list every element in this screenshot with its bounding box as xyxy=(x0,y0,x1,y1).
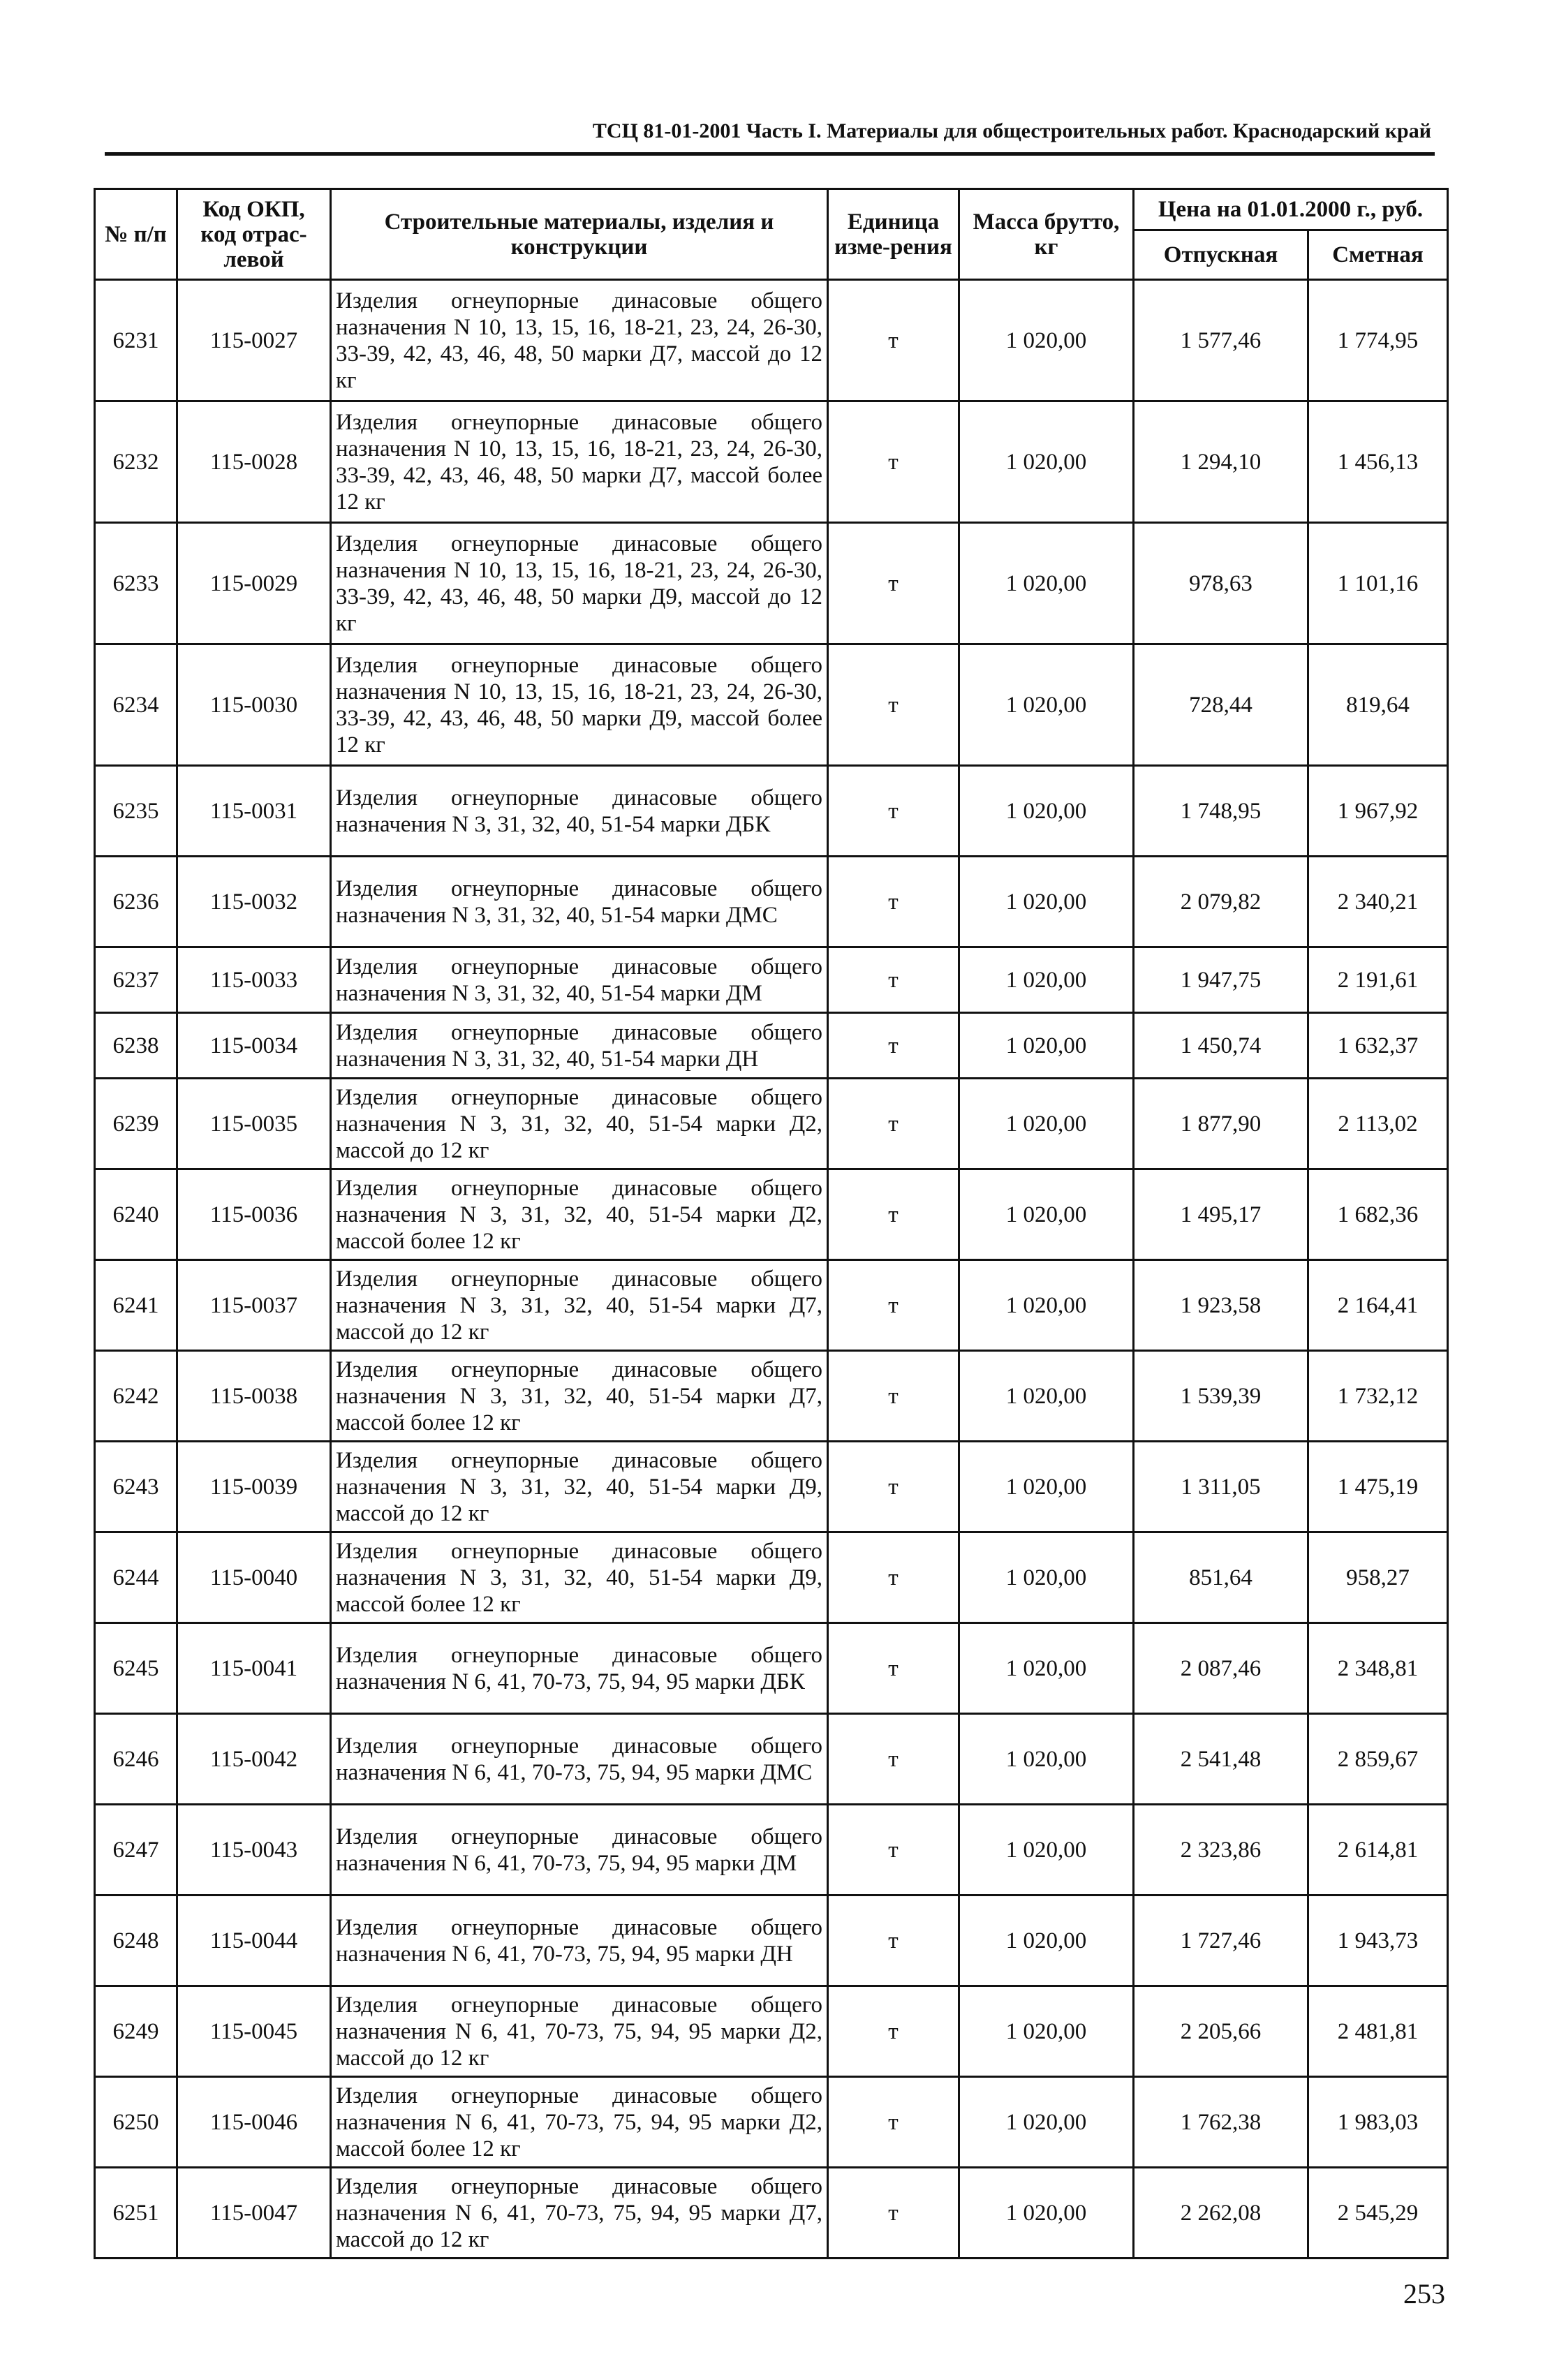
row-mass: 1 020,00 xyxy=(959,1805,1134,1895)
row-release-price: 2 087,46 xyxy=(1134,1623,1308,1714)
row-release-price: 851,64 xyxy=(1134,1532,1308,1623)
row-mass: 1 020,00 xyxy=(959,857,1134,947)
row-description: Изделия огнеупорные динасовые общего назначения N 6, 41, 70-73, 75, 94, 95 марки Д2, массой до 12 кг xyxy=(331,1986,828,2077)
row-mass: 1 020,00 xyxy=(959,1623,1134,1714)
row-unit: т xyxy=(828,1895,959,1986)
table-row xyxy=(95,2077,1448,2168)
row-estimate-price: 1 983,03 xyxy=(1308,2077,1448,2168)
row-unit: т xyxy=(828,947,959,1013)
row-code: 115-0031 xyxy=(177,766,331,857)
row-release-price: 728,44 xyxy=(1134,644,1308,766)
table-row xyxy=(95,1532,1448,1623)
materials-table xyxy=(94,188,1449,2259)
table-row xyxy=(95,1895,1448,1986)
row-estimate-price: 1 774,95 xyxy=(1308,280,1448,401)
row-num: 6231 xyxy=(95,280,177,401)
row-unit: т xyxy=(828,1986,959,2077)
page-header: ТСЦ 81-01-2001 Часть I. Материалы для общестроительных работ. Краснодарский край xyxy=(592,119,1431,142)
row-code: 115-0038 xyxy=(177,1351,331,1442)
row-release-price: 1 450,74 xyxy=(1134,1013,1308,1079)
row-num: 6239 xyxy=(95,1079,177,1169)
row-code: 115-0039 xyxy=(177,1442,331,1532)
col-header-estimate: Сметная xyxy=(1308,230,1448,280)
row-unit: т xyxy=(828,1260,959,1351)
row-code: 115-0040 xyxy=(177,1532,331,1623)
row-num: 6238 xyxy=(95,1013,177,1079)
table-row xyxy=(95,857,1448,947)
row-num: 6237 xyxy=(95,947,177,1013)
row-mass: 1 020,00 xyxy=(959,1260,1134,1351)
row-mass: 1 020,00 xyxy=(959,1079,1134,1169)
table-row xyxy=(95,644,1448,766)
row-unit: т xyxy=(828,280,959,401)
row-num: 6232 xyxy=(95,401,177,523)
row-release-price: 1 495,17 xyxy=(1134,1169,1308,1260)
table-row xyxy=(95,1805,1448,1895)
row-mass: 1 020,00 xyxy=(959,644,1134,766)
row-unit: т xyxy=(828,1532,959,1623)
row-code: 115-0036 xyxy=(177,1169,331,1260)
row-release-price: 1 294,10 xyxy=(1134,401,1308,523)
row-description: Изделия огнеупорные динасовые общего назначения N 6, 41, 70-73, 75, 94, 95 марки ДБК xyxy=(331,1623,828,1714)
col-header-desc: Строительные материалы, изделия и конструкции xyxy=(331,189,828,280)
row-unit: т xyxy=(828,2077,959,2168)
row-num: 6249 xyxy=(95,1986,177,2077)
table-row xyxy=(95,947,1448,1013)
row-mass: 1 020,00 xyxy=(959,947,1134,1013)
row-mass: 1 020,00 xyxy=(959,2077,1134,2168)
table-row xyxy=(95,280,1448,401)
row-description: Изделия огнеупорные динасовые общего назначения N 6, 41, 70-73, 75, 94, 95 марки ДМ xyxy=(331,1805,828,1895)
row-mass: 1 020,00 xyxy=(959,1169,1134,1260)
row-estimate-price: 958,27 xyxy=(1308,1532,1448,1623)
row-code: 115-0029 xyxy=(177,523,331,644)
row-estimate-price: 2 164,41 xyxy=(1308,1260,1448,1351)
row-mass: 1 020,00 xyxy=(959,766,1134,857)
row-release-price: 1 311,05 xyxy=(1134,1442,1308,1532)
row-code: 115-0027 xyxy=(177,280,331,401)
row-num: 6236 xyxy=(95,857,177,947)
row-release-price: 2 323,86 xyxy=(1134,1805,1308,1895)
table-row xyxy=(95,1714,1448,1805)
table-row xyxy=(95,766,1448,857)
row-description: Изделия огнеупорные динасовые общего назначения N 3, 31, 32, 40, 51-54 марки Д7, массой более 12 кг xyxy=(331,1351,828,1442)
row-release-price: 978,63 xyxy=(1134,523,1308,644)
table-row xyxy=(95,401,1448,523)
table-row xyxy=(95,1623,1448,1714)
row-unit: т xyxy=(828,1623,959,1714)
row-code: 115-0030 xyxy=(177,644,331,766)
row-estimate-price: 2 859,67 xyxy=(1308,1714,1448,1805)
row-estimate-price: 2 545,29 xyxy=(1308,2168,1448,2259)
row-estimate-price: 2 113,02 xyxy=(1308,1079,1448,1169)
row-code: 115-0032 xyxy=(177,857,331,947)
row-unit: т xyxy=(828,523,959,644)
row-num: 6244 xyxy=(95,1532,177,1623)
row-mass: 1 020,00 xyxy=(959,401,1134,523)
row-unit: т xyxy=(828,857,959,947)
row-release-price: 2 079,82 xyxy=(1134,857,1308,947)
row-description: Изделия огнеупорные динасовые общего назначения N 3, 31, 32, 40, 51-54 марки ДБК xyxy=(331,766,828,857)
row-code: 115-0043 xyxy=(177,1805,331,1895)
row-description: Изделия огнеупорные динасовые общего назначения N 3, 31, 32, 40, 51-54 марки ДН xyxy=(331,1013,828,1079)
header-rule xyxy=(105,152,1435,156)
row-unit: т xyxy=(828,1079,959,1169)
row-description: Изделия огнеупорные динасовые общего назначения N 6, 41, 70-73, 75, 94, 95 марки Д2, массой более 12 кг xyxy=(331,2077,828,2168)
row-unit: т xyxy=(828,2168,959,2259)
row-estimate-price: 819,64 xyxy=(1308,644,1448,766)
row-estimate-price: 2 614,81 xyxy=(1308,1805,1448,1895)
row-num: 6245 xyxy=(95,1623,177,1714)
row-release-price: 1 923,58 xyxy=(1134,1260,1308,1351)
row-mass: 1 020,00 xyxy=(959,1532,1134,1623)
row-release-price: 2 541,48 xyxy=(1134,1714,1308,1805)
row-unit: т xyxy=(828,1013,959,1079)
row-num: 6247 xyxy=(95,1805,177,1895)
row-mass: 1 020,00 xyxy=(959,1351,1134,1442)
row-release-price: 1 727,46 xyxy=(1134,1895,1308,1986)
row-release-price: 1 762,38 xyxy=(1134,2077,1308,2168)
row-code: 115-0028 xyxy=(177,401,331,523)
col-header-unit: Единица изме-рения xyxy=(828,189,959,280)
row-code: 115-0037 xyxy=(177,1260,331,1351)
row-code: 115-0046 xyxy=(177,2077,331,2168)
row-description: Изделия огнеупорные динасовые общего назначения N 10, 13, 15, 16, 18-21, 23, 24, 26-30, 33-39, 42, 43, 46, 48, 50 марки Д7, массой более 12 кг xyxy=(331,401,828,523)
row-unit: т xyxy=(828,766,959,857)
row-num: 6243 xyxy=(95,1442,177,1532)
row-mass: 1 020,00 xyxy=(959,1895,1134,1986)
row-description: Изделия огнеупорные динасовые общего назначения N 10, 13, 15, 16, 18-21, 23, 24, 26-30, 33-39, 42, 43, 46, 48, 50 марки Д9, массой более 12 кг xyxy=(331,644,828,766)
row-num: 6246 xyxy=(95,1714,177,1805)
row-description: Изделия огнеупорные динасовые общего назначения N 3, 31, 32, 40, 51-54 марки Д2, массой до 12 кг xyxy=(331,1079,828,1169)
row-description: Изделия огнеупорные динасовые общего назначения N 3, 31, 32, 40, 51-54 марки Д2, массой более 12 кг xyxy=(331,1169,828,1260)
row-mass: 1 020,00 xyxy=(959,1013,1134,1079)
row-mass: 1 020,00 xyxy=(959,1714,1134,1805)
row-num: 6235 xyxy=(95,766,177,857)
row-release-price: 1 947,75 xyxy=(1134,947,1308,1013)
row-estimate-price: 1 682,36 xyxy=(1308,1169,1448,1260)
row-release-price: 1 877,90 xyxy=(1134,1079,1308,1169)
row-description: Изделия огнеупорные динасовые общего назначения N 3, 31, 32, 40, 51-54 марки Д9, массой до 12 кг xyxy=(331,1442,828,1532)
row-code: 115-0041 xyxy=(177,1623,331,1714)
row-estimate-price: 1 101,16 xyxy=(1308,523,1448,644)
row-estimate-price: 2 340,21 xyxy=(1308,857,1448,947)
row-description: Изделия огнеупорные динасовые общего назначения N 6, 41, 70-73, 75, 94, 95 марки ДМС xyxy=(331,1714,828,1805)
row-num: 6233 xyxy=(95,523,177,644)
col-header-num: № п/п xyxy=(95,189,177,280)
row-code: 115-0035 xyxy=(177,1079,331,1169)
table-row xyxy=(95,523,1448,644)
row-description: Изделия огнеупорные динасовые общего назначения N 6, 41, 70-73, 75, 94, 95 марки ДН xyxy=(331,1895,828,1986)
row-num: 6240 xyxy=(95,1169,177,1260)
row-release-price: 1 539,39 xyxy=(1134,1351,1308,1442)
table-row xyxy=(95,1079,1448,1169)
table-row xyxy=(95,1260,1448,1351)
row-description: Изделия огнеупорные динасовые общего назначения N 6, 41, 70-73, 75, 94, 95 марки Д7, массой до 12 кг xyxy=(331,2168,828,2259)
row-description: Изделия огнеупорные динасовые общего назначения N 3, 31, 32, 40, 51-54 марки ДМ xyxy=(331,947,828,1013)
row-estimate-price: 1 456,13 xyxy=(1308,401,1448,523)
row-unit: т xyxy=(828,401,959,523)
row-description: Изделия огнеупорные динасовые общего назначения N 3, 31, 32, 40, 51-54 марки Д9, массой более 12 кг xyxy=(331,1532,828,1623)
row-mass: 1 020,00 xyxy=(959,280,1134,401)
row-mass: 1 020,00 xyxy=(959,1986,1134,2077)
table-body xyxy=(95,280,1448,2259)
table-row xyxy=(95,1351,1448,1442)
row-code: 115-0042 xyxy=(177,1714,331,1805)
row-estimate-price: 1 632,37 xyxy=(1308,1013,1448,1079)
row-mass: 1 020,00 xyxy=(959,1442,1134,1532)
row-description: Изделия огнеупорные динасовые общего назначения N 10, 13, 15, 16, 18-21, 23, 24, 26-30, 33-39, 42, 43, 46, 48, 50 марки Д7, массой до 12 кг xyxy=(331,280,828,401)
row-num: 6250 xyxy=(95,2077,177,2168)
row-unit: т xyxy=(828,1169,959,1260)
row-num: 6248 xyxy=(95,1895,177,1986)
col-header-code: Код ОКП, код отрас-левой xyxy=(177,189,331,280)
row-unit: т xyxy=(828,1714,959,1805)
row-num: 6242 xyxy=(95,1351,177,1442)
row-code: 115-0044 xyxy=(177,1895,331,1986)
row-unit: т xyxy=(828,1442,959,1532)
row-num: 6251 xyxy=(95,2168,177,2259)
col-header-release: Отпускная xyxy=(1134,230,1308,280)
row-code: 115-0047 xyxy=(177,2168,331,2259)
row-estimate-price: 1 967,92 xyxy=(1308,766,1448,857)
row-release-price: 2 205,66 xyxy=(1134,1986,1308,2077)
table-row xyxy=(95,1986,1448,2077)
row-estimate-price: 2 191,61 xyxy=(1308,947,1448,1013)
row-code: 115-0034 xyxy=(177,1013,331,1079)
row-unit: т xyxy=(828,1351,959,1442)
row-description: Изделия огнеупорные динасовые общего назначения N 3, 31, 32, 40, 51-54 марки ДМС xyxy=(331,857,828,947)
table-row xyxy=(95,1442,1448,1532)
row-mass: 1 020,00 xyxy=(959,2168,1134,2259)
row-estimate-price: 1 943,73 xyxy=(1308,1895,1448,1986)
row-release-price: 2 262,08 xyxy=(1134,2168,1308,2259)
row-description: Изделия огнеупорные динасовые общего назначения N 3, 31, 32, 40, 51-54 марки Д7, массой до 12 кг xyxy=(331,1260,828,1351)
row-estimate-price: 1 732,12 xyxy=(1308,1351,1448,1442)
row-release-price: 1 577,46 xyxy=(1134,280,1308,401)
row-num: 6241 xyxy=(95,1260,177,1351)
row-code: 115-0045 xyxy=(177,1986,331,2077)
col-header-price-group: Цена на 01.01.2000 г., руб. xyxy=(1134,189,1448,230)
table-row xyxy=(95,1013,1448,1079)
row-code: 115-0033 xyxy=(177,947,331,1013)
row-description: Изделия огнеупорные динасовые общего назначения N 10, 13, 15, 16, 18-21, 23, 24, 26-30, 33-39, 42, 43, 46, 48, 50 марки Д9, массой до 12 кг xyxy=(331,523,828,644)
table-row xyxy=(95,1169,1448,1260)
row-estimate-price: 2 481,81 xyxy=(1308,1986,1448,2077)
row-unit: т xyxy=(828,644,959,766)
col-header-mass: Масса брутто, кг xyxy=(959,189,1134,280)
row-mass: 1 020,00 xyxy=(959,523,1134,644)
table-row xyxy=(95,2168,1448,2259)
row-unit: т xyxy=(828,1805,959,1895)
row-num: 6234 xyxy=(95,644,177,766)
row-estimate-price: 1 475,19 xyxy=(1308,1442,1448,1532)
row-release-price: 1 748,95 xyxy=(1134,766,1308,857)
page-number: 253 xyxy=(1403,2278,1445,2309)
row-estimate-price: 2 348,81 xyxy=(1308,1623,1448,1714)
